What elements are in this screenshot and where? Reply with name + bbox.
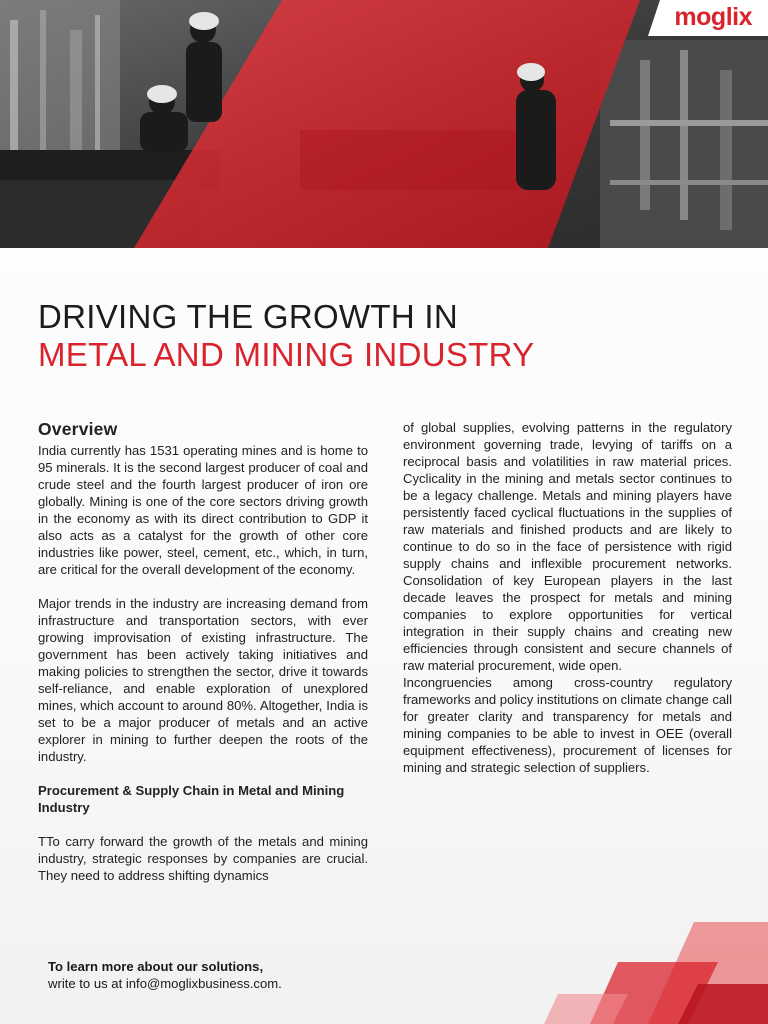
overview-paragraph-1: India currently has 1531 operating mines and is home to 95 minerals. It is the second largest producer of coal and crude steel and the fourth largest producer of iron ore globally. Mining is one of the core sectors driving growth in the economy as with its direct contribution to GDP it also acts as a catalyst for the growth of other core industries like power, steel, cement, etc., which, in turn, are critical for the overall development of the economy.: [38, 443, 368, 577]
moglix-logo: moglix: [674, 3, 752, 31]
footer-line-2: write to us at info@moglixbusiness.com.: [48, 976, 282, 991]
industrial-workers-photo: [0, 0, 768, 248]
decorative-corner-shapes: [498, 914, 768, 1024]
left-column: [38, 419, 368, 884]
page-title: [38, 298, 534, 374]
procurement-paragraph: TTo carry forward the growth of the metals and mining industry, strategic responses by companies are crucial. They need to address shifting dynamics: [38, 834, 368, 883]
right-paragraph-1: of global supplies, evolving patterns in the regulatory environment governing trade, levying of tariffs on a reciprocal basis and volatilities in raw material prices. Cyclicality in the mining and metals sector continues to be a legacy challenge. Metals and mining players have persistently faced cyclical fluctuations in the supplies of raw materials and finished products and are likely to continue to do so in the face of persistence with rigid supply chains and inflexible procurement networks. Consolidation of key European players in the last decade leaves the prospect for metals and mining companies to explore opportunities for vertical integration in their supply chains and creating new efficiencies through consistent and secure channels of raw material procurement, wide open.: [403, 420, 732, 673]
overview-heading: Overview: [38, 419, 118, 439]
right-column: [403, 419, 732, 776]
hero-image: [0, 0, 768, 248]
title-line-2: METAL AND MINING INDUSTRY: [38, 336, 535, 373]
footer-line-1: To learn more about our solutions,: [48, 959, 264, 974]
procurement-subheading: Procurement & Supply Chain in Metal and Mining Industry: [38, 783, 345, 815]
right-paragraph-2: Incongruencies among cross-country regulatory frameworks and policy institutions on climate change call for greater clarity and transparency for metals and mining companies to be able to invest in OEE (overall equipment effectiveness), procurement of licenses for mining and strategic selection of suppliers.: [403, 675, 732, 775]
title-line-1: DRIVING THE GROWTH IN: [38, 298, 459, 335]
contact-footer: [48, 958, 282, 992]
overview-paragraph-2: Major trends in the industry are increasing demand from infrastructure and transportation sectors, with ever growing improvisation of existing infrastructure. The government has been actively taking initiatives and making policies to strengthen the sector, drive it towards self-reliance, and enable exploration of unexplored mines, which account to around 80%. Altogether, India is set to be a major producer of metals and an active explorer in mining to further deepen the roots of the industry.: [38, 596, 368, 764]
